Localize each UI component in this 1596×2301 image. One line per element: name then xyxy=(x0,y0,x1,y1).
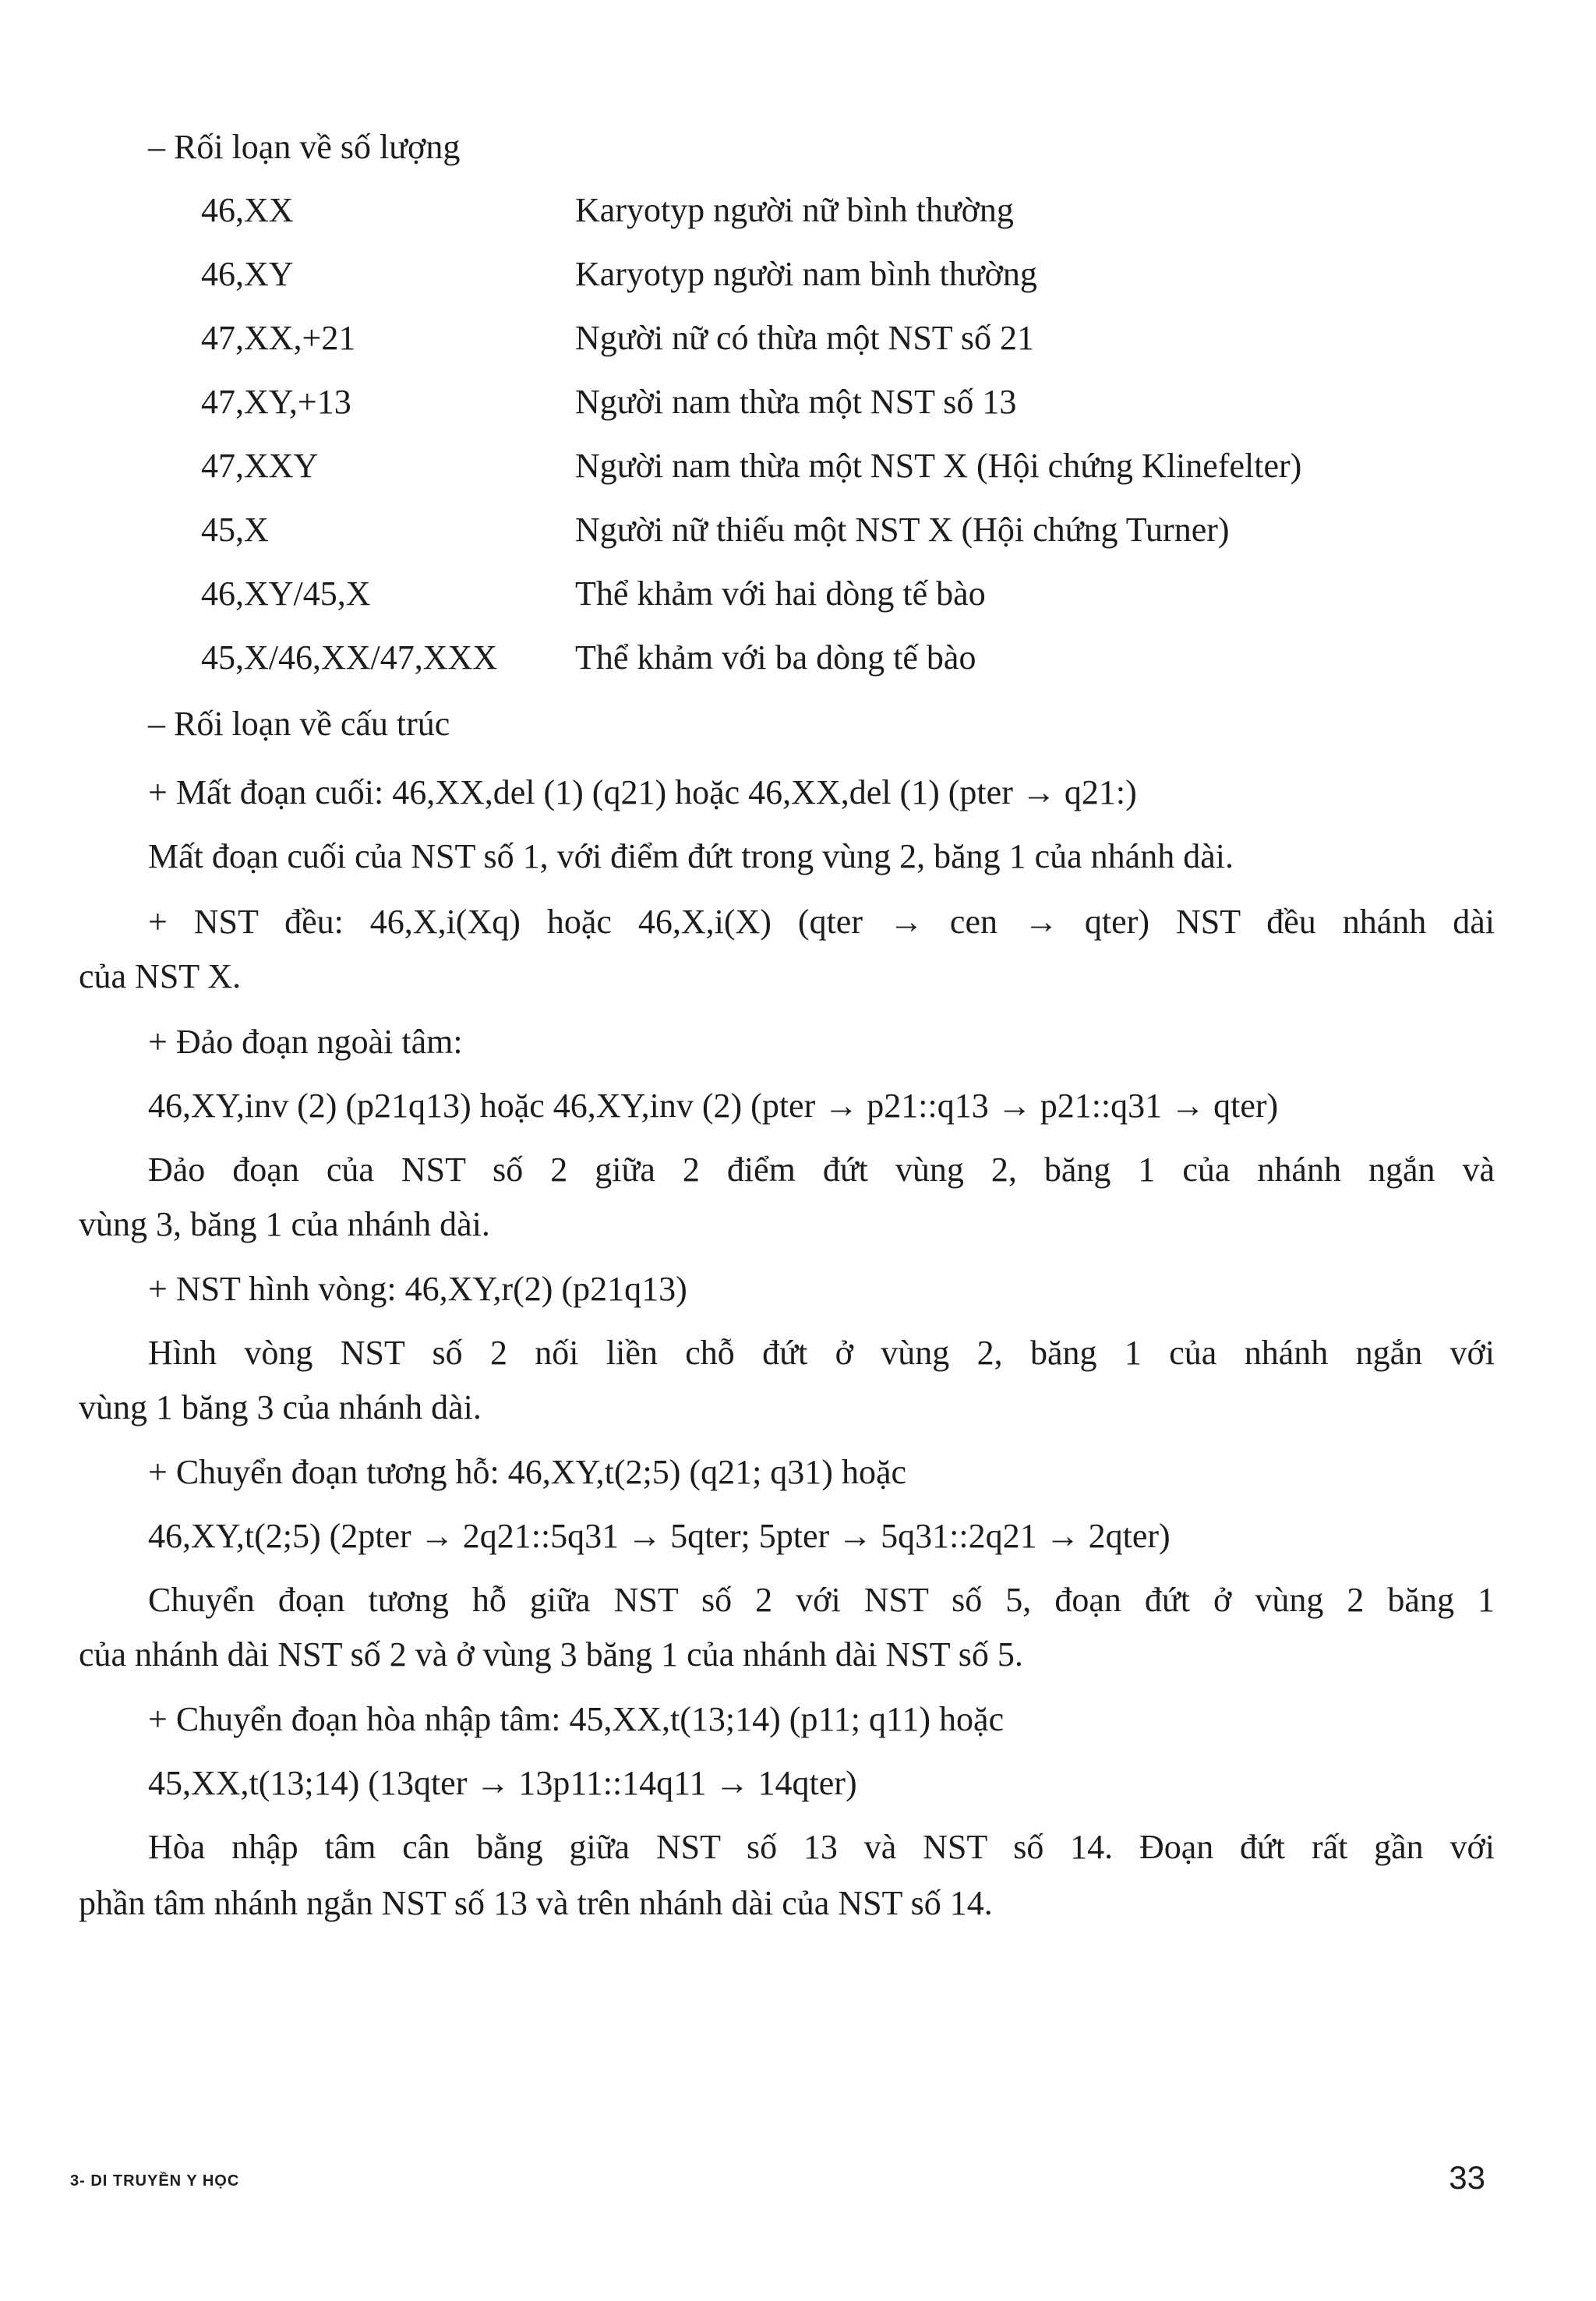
karyotype-desc: Thể khảm với hai dòng tế bào xyxy=(575,574,986,613)
deletion-description: Mất đoạn cuối của NST số 1, với điểm đứt trong vùng 2, băng 1 của nhánh dài. xyxy=(148,837,1234,875)
ring-heading: + NST hình vòng: 46,XY,r(2) (p21q13) xyxy=(148,1270,687,1308)
karyotype-code: 47,XY,+13 xyxy=(201,383,351,421)
ring-desc-line-1: Hình vòng NST số 2 nối liền chỗ đứt ở vùng 2, băng 1 của nhánh ngắn với xyxy=(148,1334,1495,1372)
isochromosome-line-2: của NST X. xyxy=(79,957,242,995)
section-heading-structural: – Rối loạn về cấu trúc xyxy=(148,705,450,743)
robertsonian-formula: 45,XX,t(13;14) (13qter → 13p11::14q11 → 14qter) xyxy=(148,1764,857,1802)
translocation-desc-line-2: của nhánh dài NST số 2 và ở vùng 3 băng 1 của nhánh dài NST số 5. xyxy=(79,1635,1023,1674)
karyotype-code: 45,X xyxy=(201,511,269,549)
robertsonian-desc-line-2: phần tâm nhánh ngắn NST số 13 và trên nhánh dài của NST số 14. xyxy=(79,1884,993,1922)
karyotype-desc: Người nữ có thừa một NST số 21 xyxy=(575,319,1034,357)
karyotype-desc: Người nữ thiếu một NST X (Hội chứng Turner) xyxy=(575,511,1230,549)
translocation-heading: + Chuyển đoạn tương hỗ: 46,XY,t(2;5) (q21; q31) hoặc xyxy=(148,1453,907,1491)
deletion-heading: + Mất đoạn cuối: 46,XX,del (1) (q21) hoặc 46,XX,del (1) (pter → q21:) xyxy=(148,773,1137,811)
translocation-desc-line-1: Chuyển đoạn tương hỗ giữa NST số 2 với NST số 5, đoạn đứt ở vùng 2 băng 1 xyxy=(148,1581,1495,1619)
karyotype-desc: Người nam thừa một NST số 13 xyxy=(575,383,1017,421)
karyotype-code: 47,XXY xyxy=(201,447,319,485)
inversion-formula: 46,XY,inv (2) (p21q13) hoặc 46,XY,inv (2) (pter → p21::q13 → p21::q31 → qter) xyxy=(148,1087,1279,1125)
karyotype-code: 46,XY/45,X xyxy=(201,574,371,613)
karyotype-desc: Karyotyp người nữ bình thường xyxy=(575,191,1014,229)
karyotype-code: 46,XY xyxy=(201,255,294,293)
translocation-formula: 46,XY,t(2;5) (2pter → 2q21::5q31 → 5qter; 5pter → 5q31::2q21 → 2qter) xyxy=(148,1517,1171,1555)
karyotype-code: 45,X/46,XX/47,XXX xyxy=(201,638,498,677)
inversion-desc-line-1: Đảo đoạn của NST số 2 giữa 2 điểm đứt vùng 2, băng 1 của nhánh ngắn và xyxy=(148,1150,1495,1189)
karyotype-desc: Karyotyp người nam bình thường xyxy=(575,255,1037,293)
karyotype-code: 47,XX,+21 xyxy=(201,319,356,357)
isochromosome-line-1: + NST đều: 46,X,i(Xq) hoặc 46,X,i(X) (qter → cen → qter) NST đều nhánh dài xyxy=(148,903,1495,941)
section-heading-numeric: – Rối loạn về số lượng xyxy=(148,128,461,166)
inversion-heading: + Đảo đoạn ngoài tâm: xyxy=(148,1023,463,1061)
ring-desc-line-2: vùng 1 băng 3 của nhánh dài. xyxy=(79,1388,482,1426)
karyotype-desc: Thể khảm với ba dòng tế bào xyxy=(575,638,976,677)
karyotype-desc: Người nam thừa một NST X (Hội chứng Klinefelter) xyxy=(575,447,1302,485)
karyotype-code: 46,XX xyxy=(201,191,294,229)
robertsonian-heading: + Chuyển đoạn hòa nhập tâm: 45,XX,t(13;14) (p11; q11) hoặc xyxy=(148,1700,1005,1738)
robertsonian-desc-line-1: Hòa nhập tâm cân bằng giữa NST số 13 và NST số 14. Đoạn đứt rất gần với xyxy=(148,1828,1495,1866)
footer-book-title: 3- DI TRUYỀN Y HỌC xyxy=(70,2172,240,2190)
inversion-desc-line-2: vùng 3, băng 1 của nhánh dài. xyxy=(79,1205,490,1243)
page-number: 33 xyxy=(1449,2159,1485,2196)
